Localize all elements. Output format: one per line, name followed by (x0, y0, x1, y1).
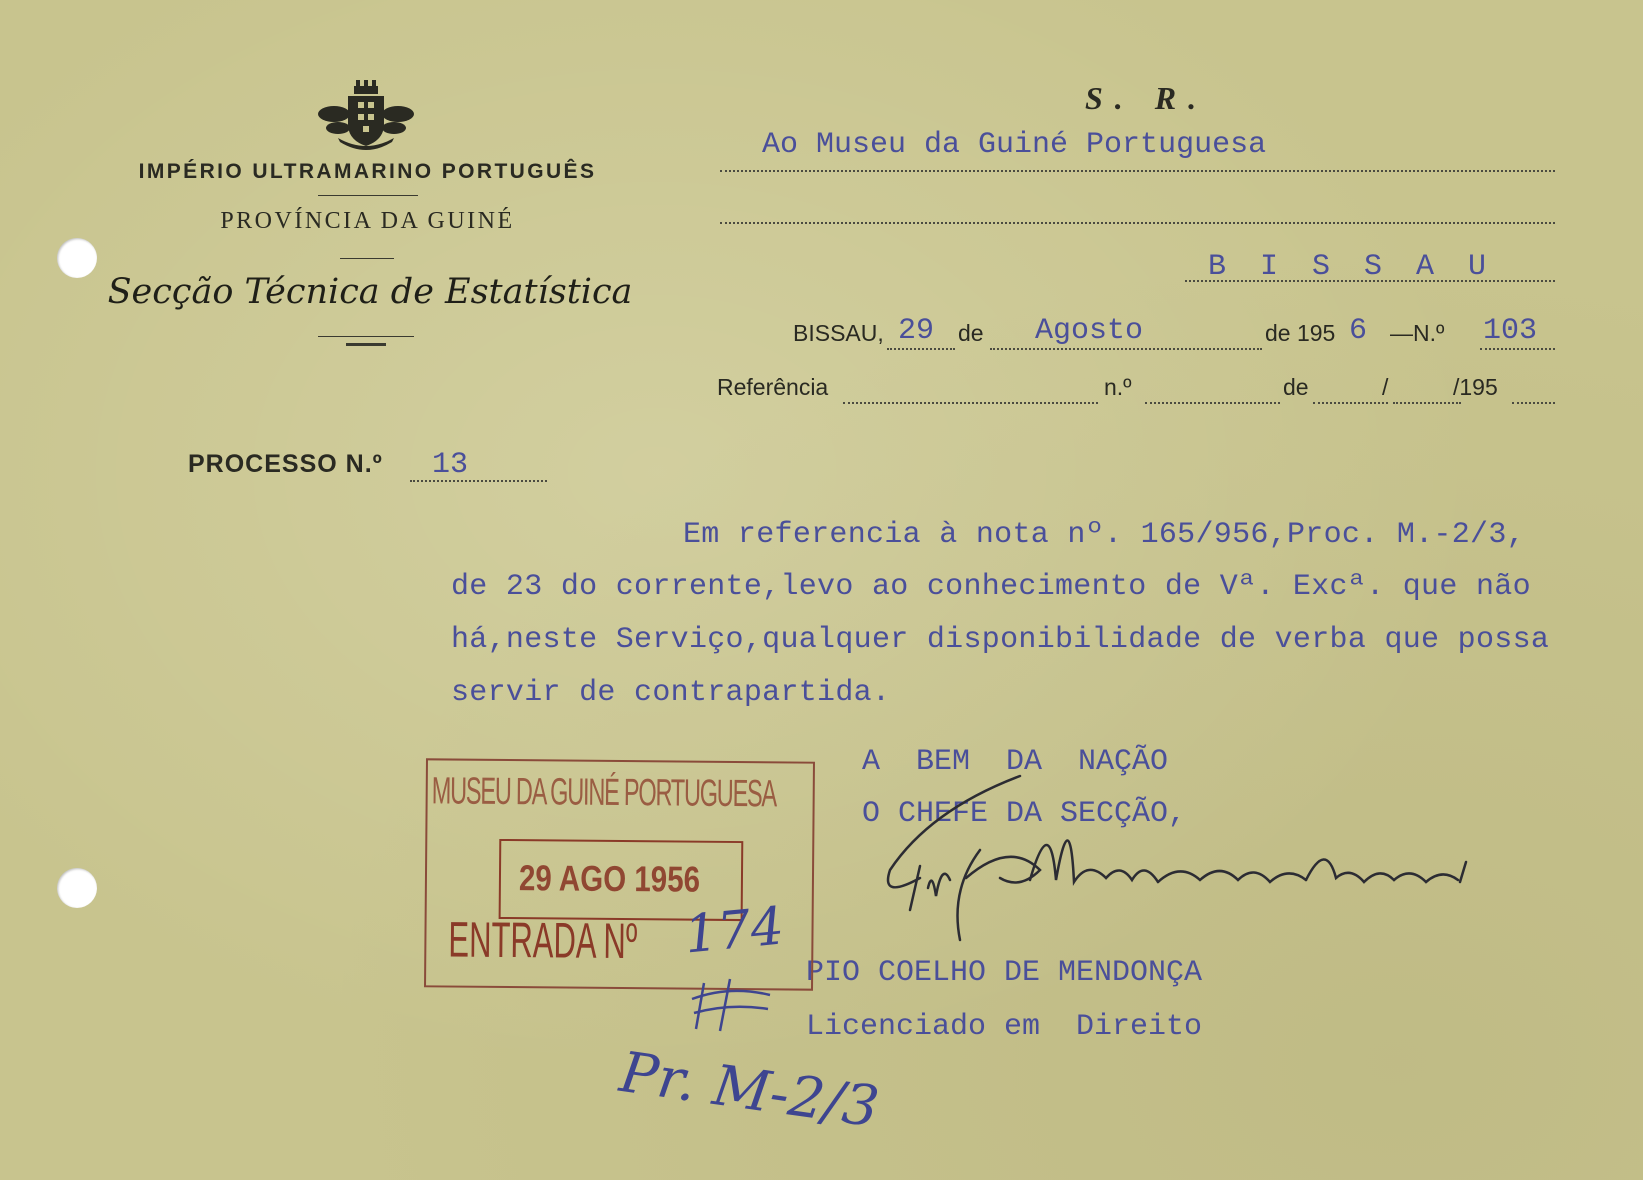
dateline-de2: de 195 (1265, 320, 1336, 346)
reference-dots-1 (843, 402, 1098, 404)
addressee-city: B I S S A U (1208, 250, 1495, 284)
letterhead-province: PROVÍNCIA DA GUINÉ (220, 208, 515, 234)
handwritten-flourish (690, 975, 780, 1035)
letterhead-section: Secção Técnica de Estatística (107, 272, 633, 312)
addressee-dotline-1 (720, 170, 1555, 172)
stamp-date: 29 AGO 1956 (518, 857, 701, 900)
coat-of-arms-icon (318, 80, 414, 152)
dateline-place: BISSAU, (793, 320, 884, 346)
addressee-dotline-2 (720, 222, 1555, 224)
dateline-dots-number (1480, 348, 1555, 350)
stamp-header: MUSEU DA GUINÉ PORTUGUESA (431, 770, 777, 816)
header-rule-4 (346, 343, 386, 346)
body-line-4: servir de contrapartida. (451, 676, 891, 710)
handwritten-annotation: Pr. M-2/3 (615, 1040, 883, 1141)
reference-dots-4 (1393, 402, 1461, 404)
reference-slash: / (1382, 374, 1389, 400)
signature-scribble (870, 770, 1480, 950)
body-line-1: Em referencia à nota nº. 165/956,Proc. M.-2/3, (683, 518, 1525, 552)
reference-year: /195 (1453, 374, 1498, 400)
stamp-entry-label: ENTRADA Nº (448, 911, 638, 970)
punch-hole-bottom (57, 868, 97, 908)
addressee-line-1: Ao Museu da Guiné Portuguesa (762, 128, 1267, 162)
stamp-entry-number: 174 (681, 896, 787, 966)
dateline-month: Agosto (1035, 314, 1144, 348)
reference-dots-3 (1313, 402, 1388, 404)
signatory-name: PIO COELHO DE MENDONÇA (806, 956, 1203, 990)
dateline-day: 29 (898, 314, 935, 348)
letterhead-empire: IMPÉRIO ULTRAMARINO PORTUGUÊS (138, 160, 597, 183)
closing-line-1: A BEM DA NAÇÃO (862, 745, 1169, 779)
dateline-year-digit: 6 (1349, 314, 1368, 348)
dateline-dots-day (887, 348, 955, 350)
header-rule-3 (318, 336, 414, 337)
dateline-no-label: —N.º (1390, 320, 1445, 346)
processo-value: 13 (432, 448, 469, 482)
punch-hole-top (57, 238, 97, 278)
dateline-de1: de (958, 320, 984, 346)
signatory-title: Licenciado em Direito (806, 1010, 1203, 1044)
processo-label: PROCESSO N.º (188, 450, 383, 478)
closing-line-2: O CHEFE DA SECÇÃO, (862, 797, 1187, 831)
reference-no: n.º (1104, 374, 1132, 400)
body-line-2: de 23 do corrente,levo ao conhecimento de Vª. Excª. que não (451, 570, 1531, 604)
reference-de: de (1283, 374, 1309, 400)
header-rule-1 (318, 195, 418, 196)
sr-label: S. R. (1085, 80, 1209, 116)
header-rule-2 (340, 258, 394, 259)
dateline-dots-month (990, 348, 1262, 350)
reference-label: Referência (717, 374, 829, 400)
body-line-3: há,neste Serviço,qualquer disponibilidade de verba que possa (451, 623, 1550, 657)
addressee-dotline-3 (1185, 280, 1555, 282)
processo-dots (410, 480, 547, 482)
reference-dots-5 (1512, 402, 1555, 404)
dateline-number: 103 (1483, 314, 1538, 348)
entry-stamp (424, 758, 815, 990)
reference-dots-2 (1145, 402, 1280, 404)
